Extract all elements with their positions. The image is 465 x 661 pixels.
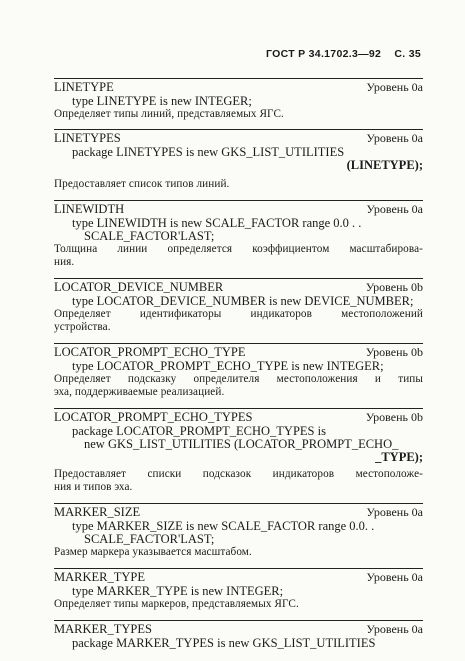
entry-name: LINEWIDTH bbox=[54, 202, 125, 216]
definition-entry bbox=[54, 278, 423, 334]
code-line: type MARKER_SIZE is new SCALE_FACTOR range 0.0. . bbox=[72, 519, 375, 533]
definition-entry bbox=[54, 568, 423, 611]
entry-level: Уровень 0а bbox=[366, 131, 423, 145]
divider bbox=[54, 620, 423, 621]
divider bbox=[54, 503, 423, 504]
entry-description: ния и типов эха. bbox=[54, 481, 133, 493]
code-line: type LOCATOR_PROMPT_ECHO_TYPE is new INTEGER; bbox=[72, 359, 384, 373]
entry-name: MARKER_TYPES bbox=[54, 622, 152, 636]
definition-entry bbox=[54, 200, 423, 269]
entry-name: MARKER_SIZE bbox=[54, 505, 141, 519]
standard-number: ГОСТ Р 34.1702.3—92 bbox=[266, 48, 382, 60]
entry-description: Предоставляет списки подсказок индикаторов местоположе- bbox=[54, 468, 423, 480]
entry-name: LOCATOR_DEVICE_NUMBER bbox=[54, 280, 224, 294]
entry-name: LOCATOR_PROMPT_ECHO_TYPES bbox=[54, 410, 253, 424]
code-line: type LINETYPE is new INTEGER; bbox=[72, 94, 252, 108]
code-line: (LINETYPE); bbox=[346, 158, 423, 172]
entry-description: эха, поддерживаемые реализацией. bbox=[54, 386, 225, 398]
page-header bbox=[266, 48, 421, 60]
code-line: package MARKER_TYPES is new GKS_LIST_UTILITIES bbox=[72, 636, 376, 650]
definition-entry bbox=[54, 343, 423, 399]
entry-level: Уровень 0а bbox=[366, 202, 423, 216]
entry-description: Толщина линии определяется коэффициентом масштабирова- bbox=[54, 243, 423, 255]
page-number: С. 35 bbox=[394, 48, 421, 60]
entry-level: Уровень 0а bbox=[366, 622, 423, 636]
entry-level: Уровень 0а bbox=[366, 570, 423, 584]
entry-description: Предоставляет список типов линий. bbox=[54, 178, 230, 190]
definition-entry bbox=[54, 503, 423, 559]
definition-entry bbox=[54, 129, 423, 191]
definition-entry bbox=[54, 620, 423, 650]
document-body bbox=[54, 70, 423, 650]
divider bbox=[54, 78, 423, 79]
entry-description: ния. bbox=[54, 256, 75, 268]
code-line: type LOCATOR_DEVICE_NUMBER is new DEVICE_NUMBER; bbox=[72, 294, 414, 308]
entry-level: Уровень 0а bbox=[366, 80, 423, 94]
divider bbox=[54, 129, 423, 130]
code-line: package LOCATOR_PROMPT_ECHO_TYPES is bbox=[72, 424, 326, 438]
entry-level: Уровень 0b bbox=[365, 280, 423, 294]
definition-entry bbox=[54, 78, 423, 121]
divider bbox=[54, 568, 423, 569]
entry-level: Уровень 0b bbox=[365, 345, 423, 359]
entry-description: Определяет подсказку определителя местоположения и типы bbox=[54, 373, 423, 385]
entry-description: устройства. bbox=[54, 321, 111, 333]
code-line: type MARKER_TYPE is new INTEGER; bbox=[72, 584, 284, 598]
divider bbox=[54, 200, 423, 201]
entry-description: Определяет типы маркеров, представляемых ЯГС. bbox=[54, 598, 299, 610]
entry-level: Уровень 0b bbox=[365, 410, 423, 424]
entry-description: Определяет типы линий, представляемых ЯГС. bbox=[54, 108, 284, 120]
code-line: package LINETYPES is new GKS_LIST_UTILITIES bbox=[72, 145, 345, 159]
divider bbox=[54, 408, 423, 409]
entry-description: Размер маркера указывается масштабом. bbox=[54, 546, 252, 558]
entry-name: MARKER_TYPE bbox=[54, 570, 145, 584]
code-line: SCALE_FACTOR'LAST; bbox=[84, 532, 215, 546]
code-line: type LINEWIDTH is new SCALE_FACTOR range 0.0 . . bbox=[72, 216, 362, 230]
code-line: _TYPE); bbox=[375, 450, 423, 464]
entry-level: Уровень 0а bbox=[366, 505, 423, 519]
entry-name: LOCATOR_PROMPT_ECHO_TYPE bbox=[54, 345, 246, 359]
divider bbox=[54, 343, 423, 344]
entry-description: Определяет идентификаторы индикаторов местоположений bbox=[54, 308, 423, 320]
entry-name: LINETYPE bbox=[54, 80, 114, 94]
divider bbox=[54, 278, 423, 279]
entry-name: LINETYPES bbox=[54, 131, 121, 145]
definition-entry bbox=[54, 408, 423, 494]
code-line: new GKS_LIST_UTILITIES (LOCATOR_PROMPT_ECHO_ bbox=[84, 437, 399, 451]
code-line: SCALE_FACTOR'LAST; bbox=[84, 229, 215, 243]
